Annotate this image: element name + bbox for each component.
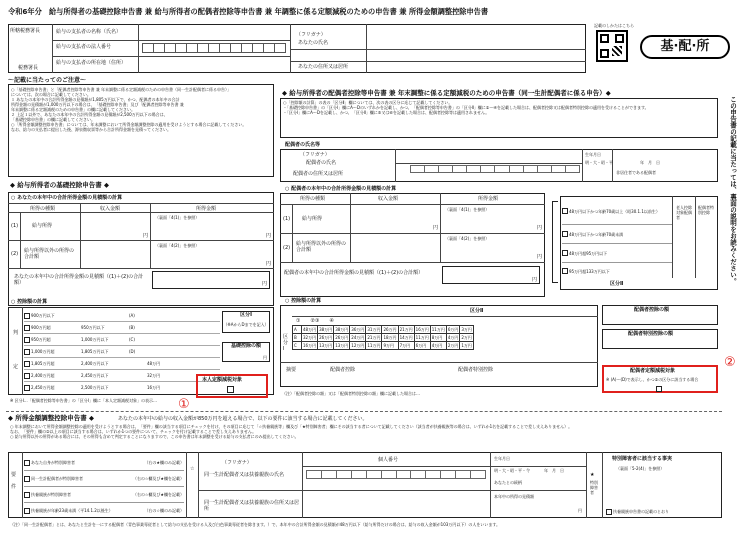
adjust-notes — [10, 424, 722, 439]
spouse-footnote: （注）「配偶者控除の額」又は「配偶者特別控除の額」欄に記載した場合は… — [282, 391, 420, 396]
basic-col-amount: 所得金額 — [196, 206, 217, 212]
qr-code[interactable] — [596, 30, 628, 62]
basic-backref-1: （裏面「4(1)」を参照） — [155, 215, 200, 220]
spouse-judge-list — [562, 198, 672, 279]
payer-number-boxes[interactable] — [142, 43, 286, 53]
black-star-icon: ★ — [590, 472, 595, 478]
adjust-subtitle: あなたの本年中の給与の収入金額が850万円を超える場合で、以下の要件に該当する場合に記載してください。 — [118, 416, 368, 422]
kubun2-label: 区分Ⅱ — [470, 308, 484, 314]
notes-line: については、次の場合に記載してください。 — [11, 92, 91, 97]
summary-label: 摘要 — [286, 367, 297, 373]
notes-list — [11, 87, 273, 132]
basic-range-table — [24, 310, 220, 393]
judge-col-label: 区分Ⅱ — [610, 281, 624, 287]
special-fact-ref: （裏面「5-2(4)」を参照） — [616, 466, 665, 471]
basic-control-title: ○ 控除額の計算 — [11, 299, 48, 305]
spouse-deduction-grid: A 48万円 38万円 38万円 36万円 31万円 26万円 21万円 16万円 11万円 6万円 3万円 B 32万円 26万円 26万円 24万円 21万円 18万円 14万円 11万円 8万円 4万円 2万円 C 16万円 13万円 13万円 12万円 11万円 9万円 7万円 6万円 4万円 2万円 1万円 — [294, 327, 472, 348]
range-row[interactable]: 950万円超 1,000万円以下 (C) — [24, 334, 220, 346]
spouse-row-salary: 給与所得 — [302, 216, 323, 222]
judge-label-top: 判 — [13, 330, 19, 336]
special-disabled-label: 特別障害者 — [590, 480, 598, 495]
nursing-label: 老人控除対象配偶者 — [676, 205, 692, 220]
spouse-deduction-label: 配偶者控除の額 — [634, 307, 670, 313]
tax-office-suffix: 税務署長 — [18, 65, 39, 71]
basic-col-type: 所得の種類 — [30, 206, 56, 212]
spouse-era-label: 明・大・昭・平 — [585, 160, 613, 165]
spouse-address-label: 配偶者の住所又は居所 — [293, 171, 344, 177]
basic-backref-2: （裏面「4(2)」を参照） — [155, 243, 200, 248]
requirement-label: 要 件 — [11, 472, 17, 490]
yen-unit: 円 — [578, 508, 582, 513]
basic-section-title: ◆ 給与所得者の基礎控除申告書 ◆ — [10, 181, 110, 189]
range-row[interactable]: 2,400万円超 2,450万円以下 32万円 — [24, 370, 220, 382]
spouse-control-title: ○ 控除額の計算 — [285, 298, 322, 304]
adjust-note-line: なお、「要件」欄の②以上の項目に該当する場合は、いずれか1つの要件について、チェックを付け記載することで差し支えありません。 — [10, 429, 257, 434]
yen-unit: 円 — [266, 233, 272, 239]
adjust-footnote: （注）「同一生計配偶者」とは、あなたと生計を一にする配偶者（青色事業専従者として給与の支払を受ける人及び白色事業専従者を除きます。）で、本年中の合計所得金額の見積額が48万円以下（給与所得だけの場合は、給与の収入金額が103万円以下）の人をいいます。 — [10, 522, 500, 527]
notes-line: ２ 上記１以外で、あなたの本年中の合計所得金額の見積額が2,500万円以下の場合は、 — [11, 112, 168, 117]
special-check-row[interactable]: 扶養親族申告書の記載のとおり — [606, 509, 669, 515]
qr-caption: 記載のしかたはこちら — [594, 23, 634, 28]
basic-row-salary: 給与所得 — [32, 223, 53, 229]
spouse-col-type: 所得の種類 — [300, 196, 326, 202]
range-row[interactable]: 900万円超 950万円以下 (B) — [24, 322, 220, 334]
spouse-name-title: 配偶者の氏名等 — [285, 142, 321, 148]
form-title-text: 給与所得者の基礎控除申告書 兼 給与所得者の配偶者控除等申告書 兼 年調整に係る定額減税のための申告書 兼 所得金額調整控除申告書 — [48, 7, 489, 16]
spouse-note-line: ・「区分Ⅰ」欄にA～Dを記載し、かつ、「区分Ⅱ」欄に⑤又は⑥を記載した場合は、配偶者控除等は適用されません。 — [283, 110, 490, 115]
special-fact-title: 特別障害者に該当する事実 — [612, 456, 673, 462]
dependent-relation-label: あなたとの続柄 — [494, 480, 522, 485]
spouse-ymd-label: 年 月 日 — [640, 160, 660, 165]
furigana-label: （フリガナ） — [296, 32, 326, 38]
basic-col-income: 収入金額 — [100, 206, 121, 212]
kubun1-label: 区分Ⅰ — [240, 312, 252, 318]
spouse-total-label: 配偶者の本年中の合計所得金額の見積額（(1)＋(2)の合計額） — [284, 270, 424, 276]
yen-unit: 円 — [537, 225, 543, 231]
yen-unit: 円 — [537, 254, 543, 260]
kubun1-note: （※AからDまでを記入） — [223, 322, 269, 327]
basic-footnote: ※ 区分Ⅰ…「配偶者控除等申告書」の「区分Ⅰ」欄に「本人定額減税対象」の表示… — [10, 398, 157, 403]
base-deduction-label: 基礎控除の額 — [230, 343, 261, 349]
spouse-section-title: ◆ 給与所得者の配偶者控除等申告書 兼 年末調整に係る定額減税のための申告書（同一生計配偶者に係る申告）◆ — [282, 89, 611, 97]
spouse-backref-2: （裏面「4(2)」を参照） — [445, 236, 490, 241]
spouse-reduction-checkbox[interactable] — [656, 386, 662, 392]
requirement-row[interactable]: あなた自身が特別障害者 （右の★欄のみ記載） — [24, 455, 184, 471]
form-type-stamp: 基·配·所 — [640, 35, 730, 59]
basic-total-label: あなたの本年中の合計所得金額の見積額（(1)＋(2)の合計額） — [14, 274, 144, 286]
dependent-address-label: 同一生計配偶者又は扶養親族の住所又は居所 — [204, 500, 300, 512]
basic-total-field[interactable] — [152, 271, 270, 289]
dependent-ymd-label: 年 月 日 — [544, 468, 564, 473]
range-row[interactable]: 1,000万円超 1,805万円以下 (D) — [24, 346, 220, 358]
requirement-row[interactable]: 扶養親族が特別障害者 （右の☆欄及び★欄を記載） — [24, 487, 184, 503]
spouse-backref-1: （裏面「4(1)」を参照） — [445, 207, 490, 212]
judge-label-bottom: 定 — [13, 364, 19, 370]
dependent-income-label: 本年中の所得の見積額 — [494, 494, 534, 499]
judge-row[interactable]: 48万円以下かつ年齢70歳未満 — [562, 225, 672, 244]
spouse-birth-label: 生年月日 — [585, 152, 601, 157]
spouse-col-income: 収入金額 — [378, 196, 399, 202]
kubun1-vertical: 区 分 Ⅰ — [283, 334, 289, 352]
adjust-note-line: ○ 給与所得以外の所得がある場合には、その所得も含めて判定することになりますので、この申告書は年末調整を受ける給与の支払者にのみ提出してください。 — [10, 434, 299, 439]
notes-line: 年末調整に係る定額減税のための申告書」の欄に記載してください。 — [11, 107, 135, 112]
tax-reduction-label: 本人定額減税対象 — [202, 377, 243, 383]
dependent-number-boxes[interactable] — [306, 470, 486, 479]
yen-unit: 円 — [262, 281, 268, 287]
adjust-section-title: ◆ 所得金額調整控除申告書 ◆ — [8, 414, 95, 422]
spouse-col-amount: 所得金額 — [478, 196, 499, 202]
spouse-number-boxes[interactable] — [410, 165, 580, 173]
judge-row[interactable]: 48万円以下かつ年齢70歳以上（昭30.1.1以前生） — [562, 198, 672, 225]
notes-line: なお、給与の支払者に提出した後、源泉徴収票等から合計所得金額を見積ってください。 — [11, 127, 171, 132]
payer-number-label: 給与の支払者の法人番号 — [56, 44, 112, 50]
individual-number-label: 個人番号 — [378, 457, 399, 463]
base-deduction-field[interactable]: 基礎控除の額 円 — [222, 342, 270, 362]
spouse-note-line: ・「基礎控除申告書」の「区分Ⅰ」欄にA～Dのいずれかを記載し、かつ、「配偶者控除等申告書」の「区分Ⅱ」欄に①～④を記載した場合は、配偶者控除又は配偶者特別控除の適用を受けることができます。 — [283, 105, 649, 110]
tax-reduction-checkbox[interactable] — [227, 386, 234, 393]
yen-unit: 円 — [266, 261, 272, 267]
tax-office-label: 所轄税務署長 — [10, 28, 41, 34]
requirement-row[interactable]: 扶養親族が年齢23歳未満（平14.1.2以後生） （右の☆欄のみ記載） — [24, 503, 184, 518]
requirement-row[interactable]: 同一生計配偶者が特別障害者 （右の☆欄及び★欄を記載） — [24, 471, 184, 487]
kubun1-field[interactable] — [222, 311, 270, 333]
dependent-era-label: 明・大・昭・平・令 — [494, 468, 530, 473]
spouse-note-line: ○「控除額の計算」の表の「区分Ⅱ」欄については、次の表の区分に応じて記載してください。 — [283, 100, 453, 105]
spouse-reduction-label: 配偶者定額減税対象 — [630, 368, 676, 374]
range-row[interactable]: 1,805万円超 2,400万円以下 48万円 — [24, 358, 220, 370]
spouse-total-field[interactable] — [442, 266, 540, 284]
star-icon: ☆ — [190, 466, 195, 472]
marker-2: ② — [724, 355, 736, 370]
adjust-note-line: ○ 年末調整において所得金額調整控除の適用を受けようとする場合は、「要件」欄の該当する項目にチェックを付け、その項目に応じて「☆扶養親族等」欄及び「★特別障害者」欄にその該当する者について記載してください（該当者が扶養親族等の場合は、いずれか1名を記載することで差し支えありません）。 — [10, 424, 573, 429]
judge-row[interactable]: 48万円超95万円以下 — [562, 244, 672, 263]
notes-line: １ あなたの本年中の合計所得金額の見積額が1,805万円以下で、かつ、配偶者の本年中の合計 — [11, 97, 180, 102]
spouse-nonresident-label: 非居住者である配偶者 — [616, 170, 656, 175]
spouse-name-label: 配偶者の氏名 — [306, 160, 337, 166]
payer-name-label: 給与の支払者の名称（氏名） — [56, 29, 122, 35]
spouse-furigana-label: （フリガナ） — [300, 152, 330, 158]
bracket — [552, 201, 558, 283]
deduction-col-label: 配偶者控除 — [330, 367, 356, 373]
range-row[interactable]: 2,450万円超 2,500万円以下 16万円 — [24, 382, 220, 393]
col-heads: ① ②③ ④ — [296, 318, 334, 324]
your-name-label: あなたの氏名 — [298, 40, 329, 46]
notes-title: ～記載に当たってのご注意～ — [8, 77, 87, 84]
yen-unit: 円 — [143, 233, 149, 239]
notes-line: ○「基礎控除申告書」と「配偶者控除等申告書 兼 年末調整に係る定額減税のための申告書（同一生計配偶者に係る申告）」 — [11, 87, 232, 92]
requirement-list — [24, 455, 184, 518]
notes-line: 所得金額の見積額が1,000万円以下の場合は、「基礎控除申告書」及び「配偶者控除等申告書 兼 — [11, 102, 184, 107]
notes-line: 「基礎控除申告書」の欄に記載してください。 — [11, 117, 95, 122]
vertical-instruction: この申告書の記載に当たっては、裏面の説明をお読みください。 — [729, 96, 737, 285]
adjust-furigana: （フリガナ） — [222, 460, 252, 466]
basic-row-other: 給与所得以外の所得の合計額 — [24, 248, 75, 260]
basic-income-title: ○ あなたの本年中の合計所得金額の見積額の計算 — [11, 195, 123, 201]
payer-address-label: 給与の支払者の所在地（住所） — [56, 60, 127, 66]
special-col-label: 配偶者特別控除 — [458, 367, 494, 373]
form-year: 令和6年分 — [8, 7, 42, 16]
judge-row[interactable]: 95万円超133万円以下 — [562, 263, 672, 279]
range-row[interactable]: 900万円以下 (A) — [24, 310, 220, 322]
dependent-birth-label: 生年月日 — [494, 456, 510, 461]
form-title — [8, 7, 488, 16]
spouse-notes — [283, 100, 715, 115]
yen-unit: 円 — [532, 277, 538, 283]
spouse-income-title: ○ 配偶者の本年中の合計所得金額の見積額の計算 — [285, 186, 397, 192]
dependent-name-label: 同一生計配偶者又は扶養親族の氏名 — [204, 472, 285, 478]
your-address-label: あなたの住所又は居所 — [298, 64, 349, 70]
spouse-row-other: 給与所得以外の所得の合計額 — [296, 241, 347, 253]
notes-line: ○「所得金額調整控除申告書」については、年末調整において所得金額調整控除の適用を受けようとする場合に記載してください。 — [11, 122, 247, 127]
spouse-reduction-note: ※ (A)～(D)で表示し、かつ②の区分に該当する場合 — [606, 377, 699, 382]
spouse-special-label: 配偶者特別控除 — [698, 205, 714, 215]
spouse-special-label2: 配偶者特別控除の額 — [628, 331, 674, 337]
yen-unit: 円 — [433, 225, 439, 231]
marker-1: ① — [178, 397, 190, 412]
